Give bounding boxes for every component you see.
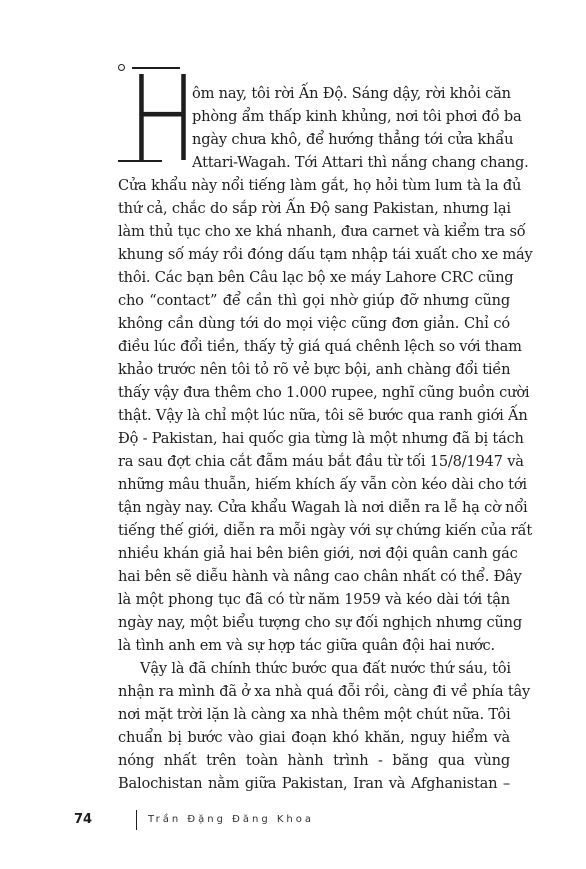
text-line: chuẩn bị bước vào giai đoạn khó khăn, nguy hiểm và — [118, 729, 510, 746]
text-line: nóng nhất trên toàn hành trình - băng qua vùng — [118, 752, 510, 769]
text-line: ôm nay, tôi rời Ấn Độ. Sáng dậy, rời khỏi căn — [192, 85, 511, 102]
text-line: những mâu thuẫn, hiếm khích ấy vẫn còn kéo dài cho tới — [118, 476, 527, 493]
author-name: Trần Đặng Đăng Khoa — [148, 814, 315, 825]
text-line: điều lúc đổi tiền, thấy tỷ giá quá chênh lệch so với tham — [118, 338, 522, 355]
text-line: Cửa khẩu này nổi tiếng làm gắt, họ hỏi tùm lum tà la đủ — [118, 177, 522, 194]
text-line: không cần dùng tới do mọi việc cũng đơn giản. Chỉ có — [118, 315, 510, 332]
text-line: khảo trước nên tôi tỏ rõ vẻ bực bội, anh chàng đổi tiền — [118, 361, 511, 378]
text-line: nhận ra mình đã ở xa nhà quá đỗi rồi, càng đi về phía tây — [118, 683, 531, 700]
text-line: nơi mặt trời lặn là càng xa nhà thêm một chút nữa. Tôi — [118, 706, 511, 723]
text-line: cho “contact” để cần thì gọi nhờ giúp đỡ nhưng cũng — [118, 292, 510, 309]
text-line: thôi. Các bạn bên Câu lạc bộ xe máy Lahore CRC cũng — [118, 269, 514, 286]
text-line: Vậy là đã chính thức bước qua đất nước thứ sáu, tôi — [140, 660, 511, 677]
text-line: Attari-Wagah. Tới Attari thì nắng chang chang. — [192, 154, 529, 171]
text-line: thấy vậy đưa thêm cho 1.000 rupee, nghĩ cũng buồn cười — [118, 384, 530, 401]
text-line: ngày chưa khô, để hướng thẳng tới cửa khẩu — [192, 131, 514, 148]
text-line: tận ngày nay. Cửa khẩu Wagah là nơi diễn ra lễ hạ cờ nổi — [118, 499, 528, 516]
body-text — [118, 82, 533, 795]
text-line: ngày nay, một biểu tượng cho sự đối nghịch nhưng cũng — [118, 614, 523, 631]
text-line: thật. Vậy là chỉ một lúc nữa, tôi sẽ bước qua ranh giới Ấn — [118, 407, 528, 424]
text-line: làm thủ tục cho xe khá nhanh, đưa carnet và kiểm tra số — [118, 223, 526, 240]
page-number: 74 — [74, 812, 93, 827]
ornament-dot — [118, 64, 125, 71]
text-line: phòng ẩm thấp kinh khủng, nơi tôi phơi đồ ba — [192, 108, 522, 125]
text-line: thứ cả, chắc do sắp rời Ấn Độ sang Pakistan, nhưng lại — [118, 200, 511, 217]
text-line: ra sau đợt chia cắt đẫm máu bắt đầu từ tối 15/8/1947 và — [118, 453, 524, 470]
text-line: nhiều khán giả hai bên biên giới, nơi đội quân canh gác — [118, 545, 518, 562]
text-line: là tình anh em và sự hợp tác giữa quân đội hai nước. — [118, 637, 495, 654]
drop-cap-letter: H — [128, 50, 198, 188]
text-line: khung số máy rồi đóng dấu tạm nhập tái xuất cho xe máy — [118, 246, 533, 263]
text-line: hai bên sẽ diễu hành và nâng cao chân nhất có thể. Đây — [118, 568, 522, 585]
text-line: là một phong tục đã có từ năm 1959 và kéo dài tới tận — [118, 591, 510, 608]
text-line: Balochistan nằm giữa Pakistan, Iran và Afghanistan – — [118, 775, 510, 792]
text-line: Độ - Pakistan, hai quốc gia từng là một nhưng đã bị tách — [118, 430, 524, 447]
footer-divider — [136, 810, 137, 830]
text-line: tiếng thế giới, diễn ra mỗi ngày với sự chứng kiến của rất — [118, 522, 533, 539]
